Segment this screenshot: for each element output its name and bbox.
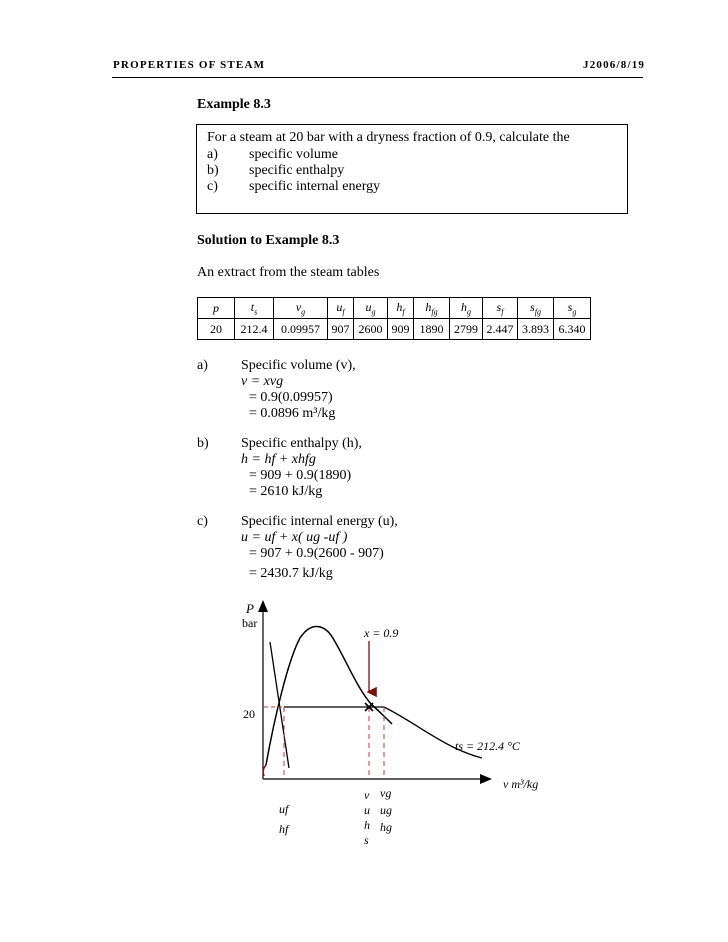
table-cell: 0.09957 — [274, 319, 328, 340]
vg-label: vg — [380, 786, 392, 800]
question-item-text: specific volume — [249, 147, 339, 162]
x-axis-label: v m³/kg — [503, 777, 539, 791]
table-cell: 3.893 — [518, 319, 554, 340]
isotherm-label: ts = 212.4 °C — [455, 739, 520, 753]
table-header-cell: p — [198, 298, 235, 319]
dryness-label: x = 0.9 — [364, 626, 399, 640]
table-cell: 20 — [198, 319, 235, 340]
question-item-text: specific enthalpy — [249, 163, 345, 178]
hf-label: hf — [279, 822, 289, 836]
v-label: v — [364, 788, 370, 802]
step-equation: v = xvg — [241, 374, 284, 389]
h-label: h — [364, 818, 370, 832]
table-header-cell: $u_g$ — [354, 298, 388, 319]
x-axis-arrow — [480, 774, 492, 784]
table-cell: 6.340 — [554, 319, 591, 340]
table-header-cell: $t_s$ — [235, 298, 274, 319]
step-result: = 2610 kJ/kg — [249, 484, 323, 499]
liquid-line — [270, 642, 289, 768]
example-title: Example 8.3 — [197, 97, 271, 112]
step-label: b) — [197, 436, 209, 451]
solution-title: Solution to Example 8.3 — [197, 233, 340, 248]
step-line: = 907 + 0.9(2600 - 907) — [249, 546, 384, 561]
step-equation: h = hf + xhfg — [241, 452, 316, 467]
table-header-cell: $h_g$ — [450, 298, 483, 319]
table-header-cell: $u_f$ — [328, 298, 354, 319]
step-result: = 2430.7 kJ/kg — [249, 566, 333, 581]
table-header-cell: $s_g$ — [554, 298, 591, 319]
question-item-label: b) — [207, 163, 219, 178]
table-header-cell: $h_f$ — [388, 298, 414, 319]
header-title: PROPERTIES OF STEAM — [113, 59, 266, 71]
question-item-text: specific internal energy — [249, 179, 381, 194]
step-heading: Specific internal energy (u), — [241, 514, 398, 529]
table-header-cell: $h_{fg}$ — [414, 298, 450, 319]
table-cell: 212.4 — [235, 319, 274, 340]
table-cell: 2799 — [450, 319, 483, 340]
step-equation: u = uf + x( ug -uf ) — [241, 530, 348, 545]
step-label: c) — [197, 514, 208, 529]
hg-label: hg — [380, 820, 392, 834]
u-label: u — [364, 803, 370, 817]
step-line: = 0.9(0.09957) — [249, 390, 333, 405]
table-header-cell: $s_{fg}$ — [518, 298, 554, 319]
step-line: = 909 + 0.9(1890) — [249, 468, 352, 483]
step-result: = 0.0896 m³/kg — [249, 406, 336, 421]
table-header-cell: $s_f$ — [483, 298, 518, 319]
table-cell: 1890 — [414, 319, 450, 340]
ug-label: ug — [380, 803, 392, 817]
question-item-label: a) — [207, 147, 218, 162]
table-cell: 907 — [328, 319, 354, 340]
table-header-cell: $v_g$ — [274, 298, 328, 319]
table-cell: 2.447 — [483, 319, 518, 340]
solution-intro: An extract from the steam tables — [197, 265, 380, 280]
question-text: For a steam at 20 bar with a dryness fraction of 0.9, calculate the — [207, 130, 570, 145]
table-cell: 909 — [388, 319, 414, 340]
y-axis-label: P — [246, 601, 254, 616]
step-heading: Specific enthalpy (h), — [241, 436, 362, 451]
s-label: s — [364, 833, 369, 847]
y-axis-arrow — [258, 600, 268, 612]
table-cell: 2600 — [354, 319, 388, 340]
step-heading: Specific volume (v), — [241, 358, 356, 373]
header-page-ref: J2006/8/19 — [583, 59, 646, 71]
uf-label: uf — [279, 802, 289, 816]
y-axis-unit: bar — [242, 616, 258, 630]
step-label: a) — [197, 358, 208, 373]
pressure-label: 20 — [243, 707, 255, 721]
question-item-label: c) — [207, 179, 218, 194]
